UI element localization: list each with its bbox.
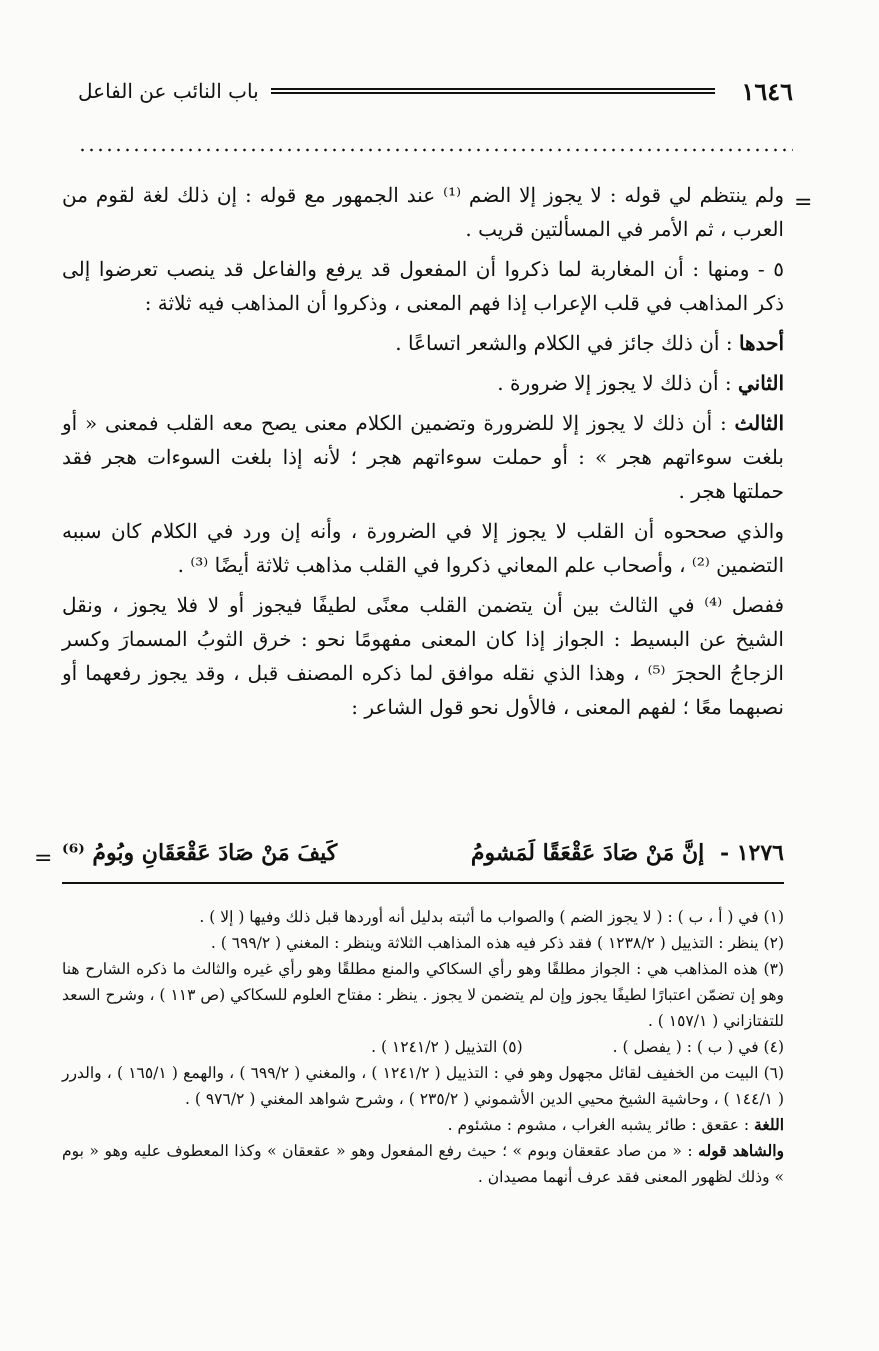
paragraph-lead: الثاني — [737, 371, 784, 395]
paragraph-lead: أحدها — [738, 331, 784, 355]
paragraph — [62, 588, 784, 724]
evidence-lead: والشاهد قوله — [698, 1141, 784, 1160]
paragraph — [62, 406, 784, 508]
lexicon-text: : عقعق : طائر يشبه الغراب ، مشوم : مشئوم . — [447, 1116, 755, 1134]
paragraph — [62, 514, 784, 582]
paragraph — [62, 326, 784, 360]
verse-continuation-mark: = — [34, 846, 53, 871]
paragraph-text: والذي صححوه أن القلب لا يجوز إلا في الضرورة ، وأنه إن ورد في الكلام كان سببه التضمين ⁽²⁾ ، وأصحاب علم المعاني ذكروا في القلب مذاهب ثلاثة أيضًا ⁽³⁾ . — [62, 519, 784, 577]
evidence-note — [62, 1138, 784, 1190]
dotted-separator — [78, 146, 793, 154]
verse-second-hemistich: كَيفَ مَنْ صَادَ عَقْعَقَانِ وبُومُ ⁽⁶⁾ — [62, 840, 338, 866]
verse-first-line — [471, 840, 784, 866]
paragraph — [62, 366, 784, 400]
evidence-text: : « من صاد عقعقان وبوم » ؛ حيث رفع المفعول وهو « عقعقان » وكذا المعطوف عليه وهو « بوم » وذلك لظهور المعنى فقد عرف أنهما مصيدان . — [62, 1142, 784, 1186]
verse-first-hemistich: إنَّ مَنْ صَادَ عَقْعَقًا لَمَشومُ — [470, 840, 705, 866]
poetry-verse — [62, 832, 784, 874]
footnote: (١) في ( أ ، ب ) : ( لا يجوز الضم ) والصواب ما أثبته بدليل أنه أوردها قبل ذلك وفيها ( إلا ) . — [199, 908, 784, 926]
paragraph-text: ففصل ⁽⁴⁾ في الثالث بين أن يتضمن القلب معنًى لطيفًا فيجوز أو لا فلا يجوز ، ونقل الشيخ عن البسيط : الجواز إذا كان المعنى مفهومًا نحو : خرق الثوبُ المسمارَ وكسر الزجاجُ الحجرَ ⁽⁵⁾ ، وهذا الذي نقله موافق لما ذكره المصنف قبل ، وقد يجوز رفعهما أو نصبهما معًا ؛ لفهم المعنى ، فالأول نحو قول الشاعر : — [62, 593, 785, 719]
paragraph-text: : أن ذلك جائز في الكلام والشعر اتساعًا . — [395, 331, 739, 355]
paragraph-text: ولم ينتظم لي قوله : لا يجوز إلا الضم ⁽¹⁾ عند الجمهور مع قوله : إن ذلك لغة لقوم من العرب ، ثم الأمر في المسألتين قريب . — [62, 183, 784, 241]
footnote: (٦) البيت من الخفيف لقائل مجهول وهو في : التذييل ( ١٢٤١/٢ ) ، والمغني ( ٦٩٩/٢ ) ، والهمع ( ١٦٥/١ ) ، والدرر ( ١٤٤/١ ) ، وحاشية الشيخ محيي الدين الأشموني ( ٢٣٥/٢ ) ، وشرح شواهد المغني ( ٩٧٦/٢ ) . — [62, 1064, 785, 1108]
footnotes — [62, 904, 784, 1190]
paragraph — [62, 178, 784, 246]
paragraph-text: : أن ذلك لا يجوز إلا للضرورة وتضمين الكلام معنى يصح معه القلب فمعنى « أو بلغت سوءاتهم هجر » : أو حملت سوءاتهم هجر ؛ لأنه إذا بلغت السوءات هجر فقد حملتها هجر . — [62, 411, 784, 503]
verse-number: ١٢٧٦ - — [719, 840, 784, 866]
paragraph-text: : أن ذلك لا يجوز إلا ضرورة . — [497, 371, 738, 395]
footnote: (٤) في ( ب ) : ( يفصل ) . — [612, 1038, 784, 1056]
footnote-pair — [62, 1034, 784, 1060]
lexicon-note — [62, 1112, 784, 1138]
footnote: (٥) التذييل ( ١٢٤١/٢ ) . — [371, 1038, 523, 1056]
continuation-mark: = — [794, 190, 813, 215]
paragraph — [62, 252, 784, 320]
paragraph-lead: الثالث — [734, 411, 784, 435]
footnote: (٣) هذه المذاهب هي : الجواز مطلقًا وهو رأي السكاكي والمنع مطلقًا وهو رأي غيره والثالث ما ذكره الشارح هنا وهو إن تضمّن اعتبارًا لطيفًا يجوز وإن لم يتضمن لا يجوز . ينظر : مفتاح العلوم للسكاكي (ص ١١٣ ) ، وشرح السعد للتفتازاني ( ١٥٧/١ ) . — [62, 960, 784, 1030]
header-rule — [271, 88, 716, 94]
footnote: (٢) ينظر : التذييل ( ١٢٣٨/٢ ) فقد ذكر فيه هذه المذاهب الثلاثة وينظر : المغني ( ٦٩٩/٢ ) . — [210, 934, 784, 952]
paragraph-text: ٥ - ومنها : أن المغاربة لما ذكروا أن المفعول قد يرفع والفاعل قد ينصب تعرضوا إلى ذكر المذاهب في قلب الإعراب إذا فهم المعنى ، وذكروا أن المذاهب فيه ثلاثة : — [62, 257, 784, 315]
lexicon-lead: اللغة — [754, 1115, 784, 1134]
main-text — [62, 178, 784, 730]
page-number: ١٦٤٦ — [741, 76, 793, 106]
page-header — [78, 72, 793, 110]
chapter-title: باب النائب عن الفاعل — [78, 79, 259, 103]
footnote-rule — [62, 882, 784, 884]
